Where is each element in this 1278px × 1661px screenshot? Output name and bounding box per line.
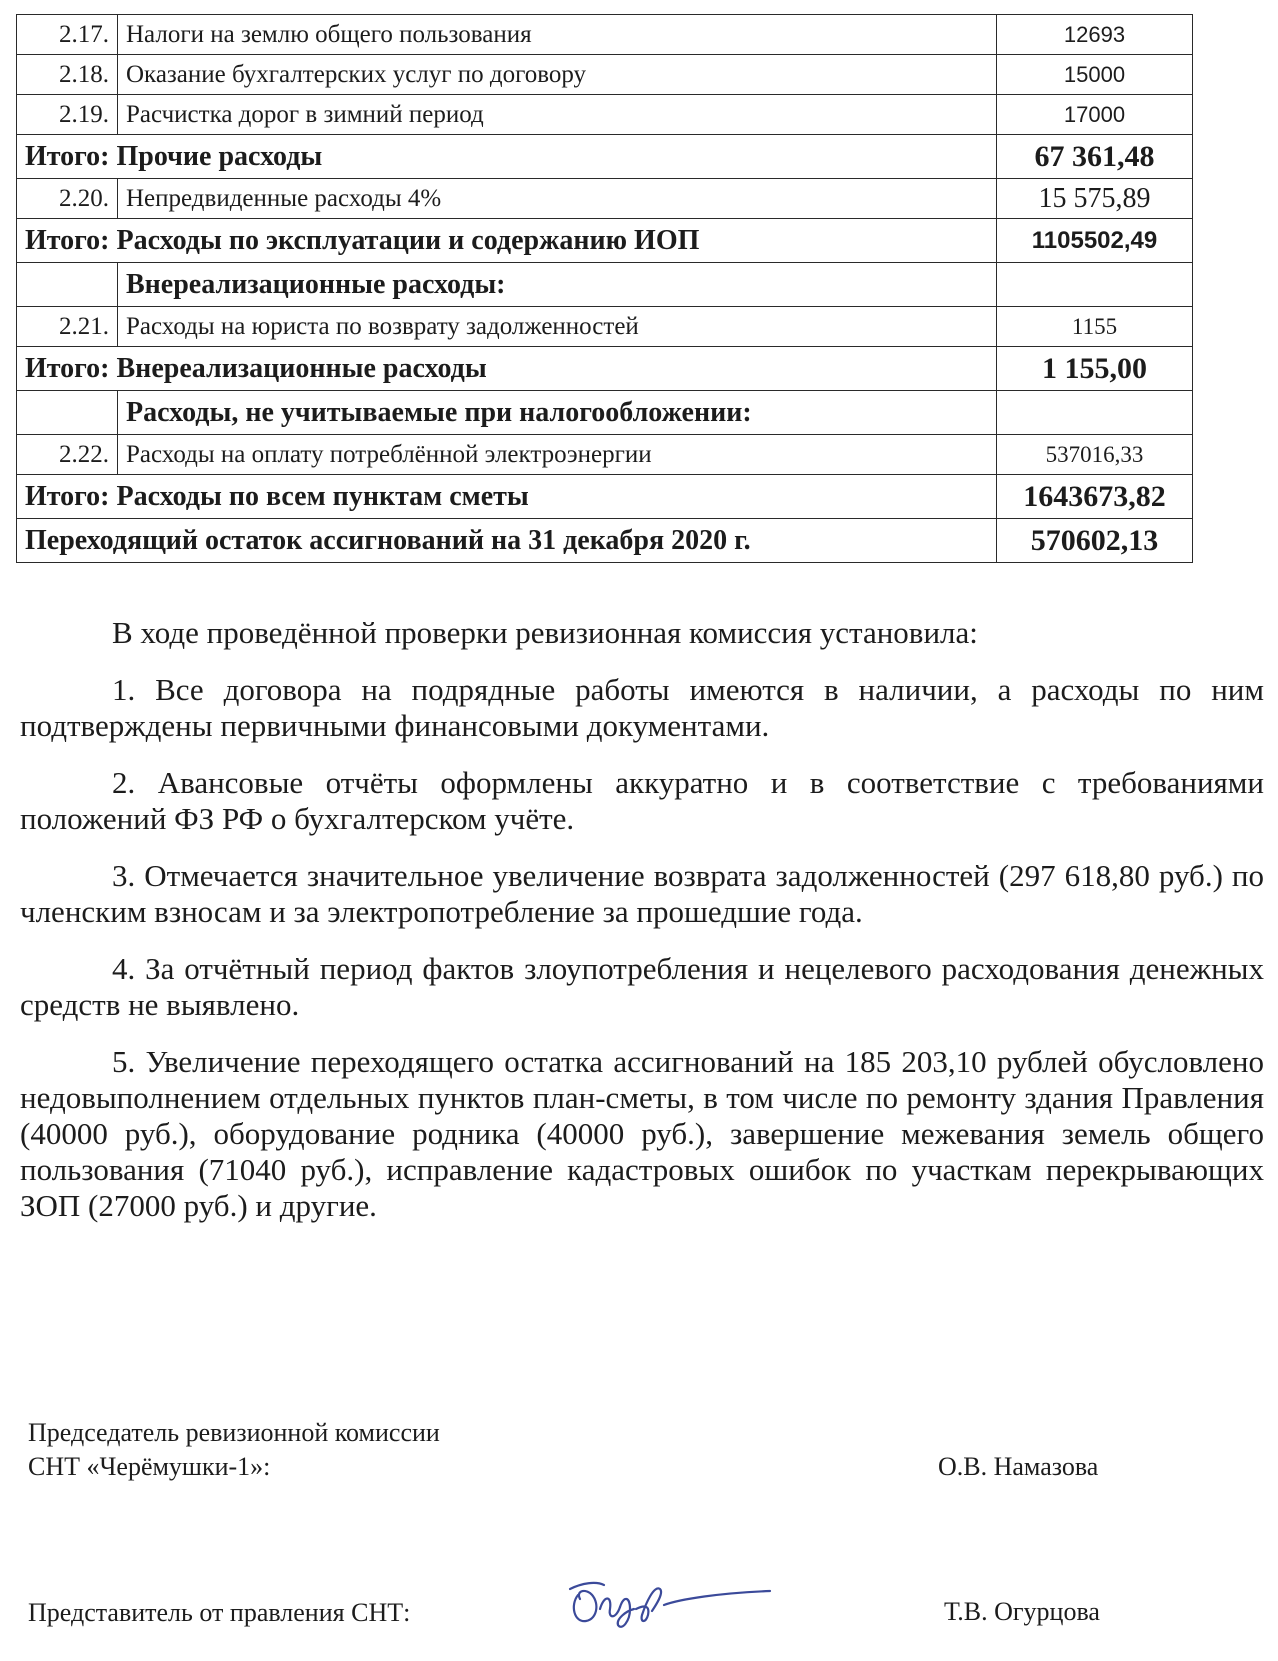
table-row [17, 15, 1193, 55]
table-row [17, 55, 1193, 95]
table-row [17, 95, 1193, 135]
representative-name: Т.В. Огурцова [944, 1597, 1100, 1626]
item-amount: 17000 [997, 95, 1193, 135]
item-description: Налоги на землю общего пользования [118, 15, 997, 55]
total-label: Итого: Расходы по всем пунктам сметы [17, 475, 997, 519]
finding-item-3: 3. Отмечается значительное увеличение возврата задолженностей (297 618,80 руб.) по членским взносам и за электропотребление за прошедшие года. [20, 858, 1264, 929]
section-header-row [17, 263, 1193, 307]
item-description: Непредвиденные расходы 4% [118, 179, 997, 219]
total-row [17, 519, 1193, 563]
total-amount: 570602,13 [997, 519, 1193, 563]
item-number: 2.22. [17, 435, 118, 475]
item-amount [997, 391, 1193, 435]
chair-name: О.В. Намазова [938, 1452, 1099, 1481]
total-row [17, 347, 1193, 391]
item-number [17, 391, 118, 435]
item-description: Оказание бухгалтерских услуг по договору [118, 55, 997, 95]
chair-role [28, 1416, 440, 1484]
total-amount: 67 361,48 [997, 135, 1193, 179]
representative-role: Представитель от правления СНТ: [28, 1598, 411, 1627]
chair-role-line-2: СНТ «Черёмушки-1»: [28, 1452, 271, 1481]
estimate-table-body [17, 15, 1193, 563]
total-label: Итого: Прочие расходы [17, 135, 997, 179]
item-number: 2.19. [17, 95, 118, 135]
item-number: 2.18. [17, 55, 118, 95]
item-description: Расчистка дорог в зимний период [118, 95, 997, 135]
chair-role-line-1: Председатель ревизионной комиссии [28, 1418, 440, 1447]
item-description: Расходы на юриста по возврату задолженностей [118, 307, 997, 347]
item-description: Расходы на оплату потреблённой электроэнергии [118, 435, 997, 475]
item-number: 2.20. [17, 179, 118, 219]
finding-item-5: 5. Увеличение переходящего остатка ассигнований на 185 203,10 рублей обусловлено недовыполнением отдельных пунктов план-сметы, в том числе по ремонту здания Правления (40000 руб.), оборудование родника (40000 руб.), завершение межевания земель общего пользования (71040 руб.), исправление кадастровых ошибок по участкам перекрывающих ЗОП (27000 руб.) и другие. [20, 1044, 1264, 1223]
total-amount: 1105502,49 [997, 219, 1193, 263]
total-label: Переходящий остаток ассигнований на 31 декабря 2020 г. [17, 519, 997, 563]
item-number [17, 263, 118, 307]
finding-item-4: 4. За отчётный период фактов злоупотребления и нецелевого расходования денежных средств не выявлено. [20, 951, 1264, 1022]
section-title: Внереализационные расходы: [118, 263, 997, 307]
table-row [17, 307, 1193, 347]
total-amount: 1643673,82 [997, 475, 1193, 519]
item-number: 2.17. [17, 15, 118, 55]
section-header-row [17, 391, 1193, 435]
item-number: 2.21. [17, 307, 118, 347]
expense-estimate-table [16, 14, 1193, 563]
item-amount: 12693 [997, 15, 1193, 55]
total-label: Итого: Расходы по эксплуатации и содержанию ИОП [17, 219, 997, 263]
section-title: Расходы, не учитываемые при налогообложении: [118, 391, 997, 435]
total-label: Итого: Внереализационные расходы [17, 347, 997, 391]
table-row [17, 435, 1193, 475]
finding-item-1: 1. Все договора на подрядные работы имеются в наличии, а расходы по ним подтверждены первичными финансовыми документами. [20, 672, 1264, 743]
table-row [17, 179, 1193, 219]
item-amount: 1155 [997, 307, 1193, 347]
total-row [17, 135, 1193, 179]
total-row [17, 219, 1193, 263]
finding-item-2: 2. Авансовые отчёты оформлены аккуратно и в соответствие с требованиями положений ФЗ РФ о бухгалтерском учёте. [20, 765, 1264, 836]
handwritten-signature [560, 1565, 780, 1635]
total-row [17, 475, 1193, 519]
item-amount: 15 575,89 [997, 179, 1193, 219]
total-amount: 1 155,00 [997, 347, 1193, 391]
item-amount: 15000 [997, 55, 1193, 95]
item-amount: 537016,33 [997, 435, 1193, 475]
audit-findings [20, 615, 1264, 1245]
item-amount [997, 263, 1193, 307]
findings-intro: В ходе проведённой проверки ревизионная комиссия установила: [112, 615, 978, 650]
